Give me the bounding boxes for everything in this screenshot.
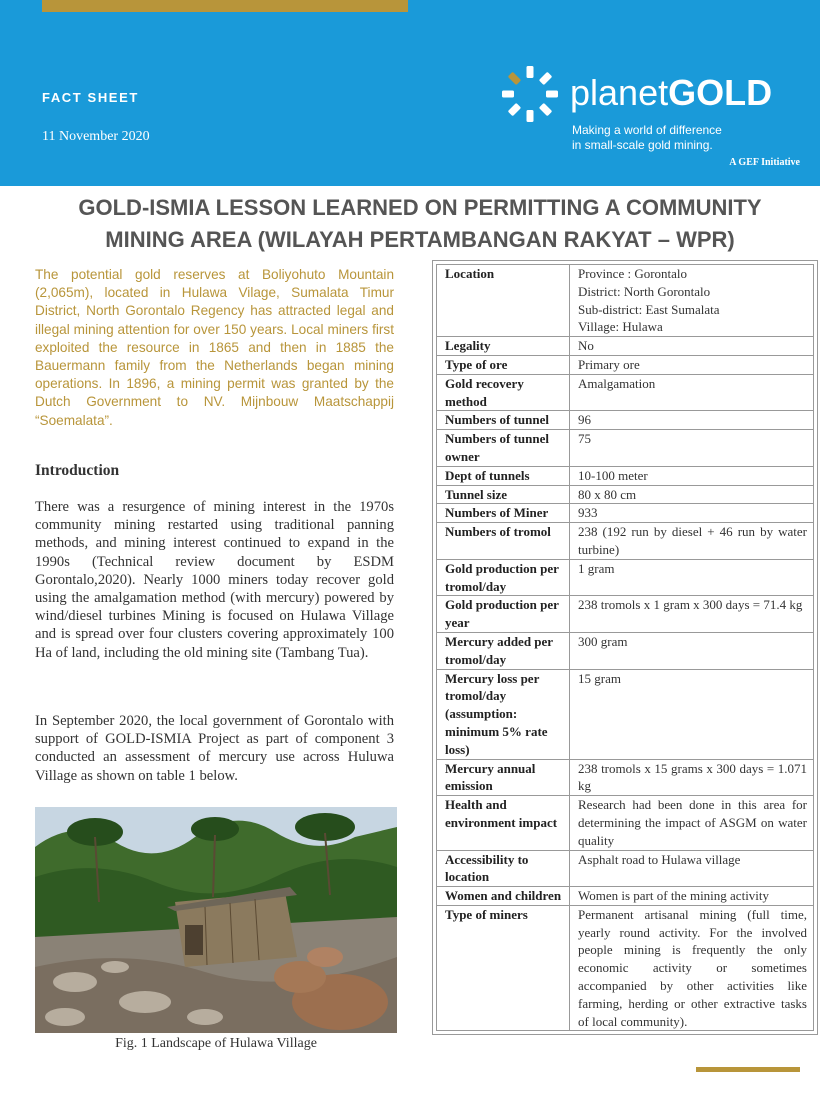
planetgold-wordmark: planetGOLD (570, 72, 773, 113)
table-row (437, 632, 814, 669)
table-value: Asphalt road to Hulawa village (570, 850, 814, 887)
table-key: Numbers of tunnel (437, 411, 570, 430)
table-value: 300 gram (570, 632, 814, 669)
table-value: Province : Gorontalo District: North Gorontalo Sub-district: East Sumalata Village: Hulawa (570, 265, 814, 337)
figure-caption: Fig. 1 Landscape of Hulawa Village (115, 1036, 317, 1051)
table-key: Gold production per tromol/day (437, 559, 570, 596)
table-value: 96 (570, 411, 814, 430)
table-row (437, 265, 814, 337)
header-banner (0, 0, 820, 186)
table-row (437, 905, 814, 1031)
table-row (437, 669, 814, 759)
table-value: Amalgamation (570, 374, 814, 411)
table-key: Women and children (437, 887, 570, 906)
table-key: Type of miners (437, 905, 570, 1031)
table-row (437, 337, 814, 356)
footer-gold-bar (696, 1067, 800, 1072)
table-key: Mercury annual emission (437, 759, 570, 796)
table-value: No (570, 337, 814, 356)
table-row (437, 411, 814, 430)
body-paragraph-1: There was a resurgence of mining interest in the 1970s community mining restarted using traditional panning methods, and mining interest continued to expand in the 1990s (Technical review document by ESDM Gorontalo,2020). Nearly 1000 miners today recover gold using the amalgamation method (with mercury) powered by wind/diesel turbines Mining is focused on Hulawa Village and is spread over four clusters covering approximately 100 Ha of land, including the old mining site (Tambang Tua). (35, 499, 394, 661)
table-key: Type of ore (437, 355, 570, 374)
table-row (437, 887, 814, 906)
table-row (437, 430, 814, 467)
table-key: Gold production per year (437, 596, 570, 633)
table-key: Location (437, 265, 570, 337)
header-gold-bar (42, 0, 408, 12)
planetgold-tagline: Making a world of difference in small-scale gold mining. (572, 123, 722, 152)
table-row (437, 850, 814, 887)
document-title: GOLD-ISMIA LESSON LEARNED ON PERMITTING A COMMUNITY MINING AREA (WILAYAH PERTAMBANGAN RAKYAT – WPR) (78, 195, 762, 252)
table-row (437, 355, 814, 374)
table-value: Women is part of the mining activity (570, 887, 814, 906)
table-value: 238 (192 run by diesel + 46 run by water turbine) (570, 523, 814, 560)
table-row (437, 759, 814, 796)
table-row (437, 596, 814, 633)
table-row (437, 504, 814, 523)
table-value: 15 gram (570, 669, 814, 759)
table-key: Numbers of tunnel owner (437, 430, 570, 467)
table-key: Mercury added per tromol/day (437, 632, 570, 669)
table-key: Accessibility to location (437, 850, 570, 887)
introduction-heading: Introduction (35, 462, 120, 479)
table-key: Health and environment impact (437, 796, 570, 850)
gef-initiative-label: A GEF Initiative (729, 157, 800, 168)
table-value: 933 (570, 504, 814, 523)
fact-sheet-label: FACT SHEET (42, 90, 139, 105)
table-row (437, 485, 814, 504)
table-key: Gold recovery method (437, 374, 570, 411)
table-key: Tunnel size (437, 485, 570, 504)
table-row (437, 374, 814, 411)
table-key: Mercury loss per tromol/day (assumption: minimum 5% rate loss) (437, 669, 570, 759)
table-value: 80 x 80 cm (570, 485, 814, 504)
table-value: 10-100 meter (570, 466, 814, 485)
table-value: 75 (570, 430, 814, 467)
table-key: Dept of tunnels (437, 466, 570, 485)
table-value: 238 tromols x 15 grams x 300 days = 1.071 kg (570, 759, 814, 796)
planetgold-sun-icon (500, 64, 560, 124)
landscape-photo (35, 807, 397, 1033)
table-key: Numbers of tromol (437, 523, 570, 560)
table-row (437, 523, 814, 560)
table-row (437, 796, 814, 850)
mining-data-table (436, 264, 814, 1031)
publication-date: 11 November 2020 (42, 129, 150, 144)
planetgold-logo (500, 64, 810, 174)
table-key: Legality (437, 337, 570, 356)
table-key: Numbers of Miner (437, 504, 570, 523)
table-row (437, 559, 814, 596)
intro-paragraph: The potential gold reserves at Boliyohuto Mountain (2,065m), located in Hulawa Vilage, Sumalata Timur District, North Gorontalo Regency has attracted legal and illegal mining attention for over 150 years. Local miners first exploited the resource in 1865 and then in 1885 the Bauermann family from the Netherlands began mining operations. In 1896, a mining permit was granted by the Dutch Government to NV. Mijnbouw Maatschappij “Soemalata”. (35, 267, 394, 428)
table-value: Research had been done in this area for determining the impact of ASGM on water quality (570, 796, 814, 850)
table-row (437, 466, 814, 485)
table-value: Permanent artisanal mining (full time, yearly round activity. For the involved people mining is frequently the only economic activity or sometimes accompanied by other activities like farming, herding or other extractive tasks of local community). (570, 905, 814, 1031)
table-value: 1 gram (570, 559, 814, 596)
body-paragraph-2: In September 2020, the local government of Gorontalo with support of GOLD-ISMIA Project as part of component 3 conducted an assessment of mercury use across Huluwa Village as shown on table 1 below. (35, 713, 394, 784)
table-value: Primary ore (570, 355, 814, 374)
table-value: 238 tromols x 1 gram x 300 days = 71.4 kg (570, 596, 814, 633)
